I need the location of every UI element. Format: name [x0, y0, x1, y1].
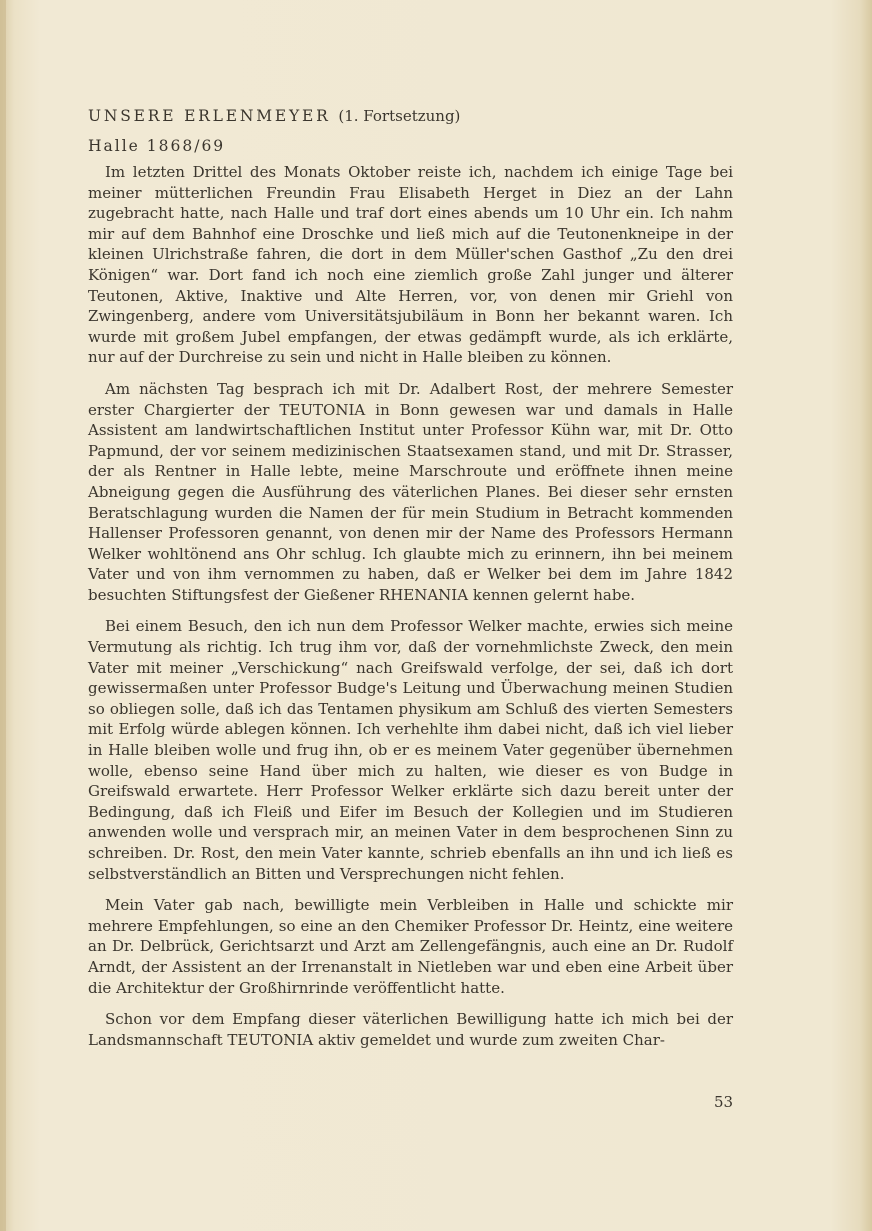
title-text: UNSERE ERLENMEYER — [88, 107, 331, 125]
article-title — [88, 104, 733, 128]
paragraph: Schon vor dem Empfang dieser väterlichen Bewilligung hatte ich mich bei der Landsmannschaft TEUTONIA aktiv gemeldet und wurde zum zweiten Char- — [88, 1010, 733, 1049]
page-number: 53 — [714, 1093, 734, 1111]
section-subtitle: Halle 1868/69 — [88, 137, 226, 155]
article — [88, 104, 733, 1061]
paragraph: Am nächsten Tag besprach ich mit Dr. Adalbert Rost, der mehrere Semester erster Chargierter der TEUTONIA in Bonn gewesen war und damals in Halle Assistent am landwirtschaftlichen Institut unter Professor Kühn war, mit Dr. Otto Papmund, der vor seinem medizinischen Staatsexamen stand, und mit Dr. Strasser, der als Rentner in Halle lebte, meine Marschroute und eröffnete ihnen meine Abneigung gegen die Ausführung des väterlichen Planes. Bei dieser sehr ernsten Beratschlagung wurden die Namen der für mein Studium in Betracht kommenden Hallenser Professoren genannt, von denen mir der Name des Professors Hermann Welker wohltönend ans Ohr schlug. Ich glaubte mich zu erinnern, ihn bei meinem Vater und von ihm vernommen zu haben, daß er Welker bei dem im Jahre 1842 besuchten Stiftungsfest der Gießener RHENANIA kennen gelernt habe. — [88, 379, 733, 604]
paragraph: Mein Vater gab nach, bewilligte mein Verbleiben in Halle und schickte mir mehrere Empfehlungen, so eine an den Chemiker Professor Dr. Heintz, eine weitere an Dr. Delbrück, Gerichtsarzt und Arzt am Zellengefängnis, auch eine an Dr. Rudolf Arndt, der Assistent an der Irrenanstalt in Nietleben war und eben eine Arbeit über die Architektur der Großhirnrinde veröffentlicht hatte. — [88, 896, 733, 997]
paragraph: Bei einem Besuch, den ich nun dem Professor Welker machte, erwies sich meine Vermutung als richtig. Ich trug ihm vor, daß der vornehmlichste Zweck, den mein Vater mit meiner „Verschickung“ nach Greifswald verfolge, der sei, daß ich dort gewissermaßen unter Professor Budge's Leitung und Überwachung meinen Studien so obliegen solle, daß ich das Tentamen physikum am Schluß des vierten Semesters mit Erfolg würde ablegen können. Ich verhehlte ihm dabei nicht, daß ich viel lieber in Halle bleiben wolle und frug ihn, ob er es meinem Vater gegenüber übernehmen wolle, ebenso seine Hand über mich zu halten, wie dieser es von Budge in Greifswald erwartete. Herr Professor Welker erklärte sich dazu bereit unter der Bedingung, daß ich Fleiß und Eifer im Besuch der Kollegien und im Studieren anwenden wolle und versprach mir, an meinen Vater in dem besprochenen Sinn zu schreiben. Dr. Rost, den mein Vater kannte, schrieb ebenfalls an ihn und ich ließ es selbstverständlich an Bitten und Versprechungen nicht fehlen. — [88, 617, 733, 883]
page-binding-edge — [0, 0, 6, 1231]
paragraph: Im letzten Drittel des Monats Oktober reiste ich, nachdem ich einige Tage bei meiner mütterlichen Freundin Frau Elisabeth Herget in Diez an der Lahn zugebracht hatte, nach Halle und traf dort eines abends um 10 Uhr ein. Ich nahm mir auf dem Bahnhof eine Droschke und ließ mich auf die Teutonenkneipe in der kleinen Ulrichstraße fahren, die dort in dem Müller'schen Gasthof „Zu den drei Königen“ war. Dort fand ich noch eine ziemlich große Zahl junger und älterer Teutonen, Aktive, Inaktive und Alte Herren, vor, von denen mir Griehl von Zwingenberg, andere vom Universitätsjubiläum in Bonn her bekannt waren. Ich wurde mit großem Jubel empfangen, der etwas gedämpft wurde, als ich erklärte, nur auf der Durchreise zu sein und nicht in Halle bleiben zu können. — [88, 163, 733, 367]
title-note: (1. Fortsetzung) — [338, 107, 461, 125]
